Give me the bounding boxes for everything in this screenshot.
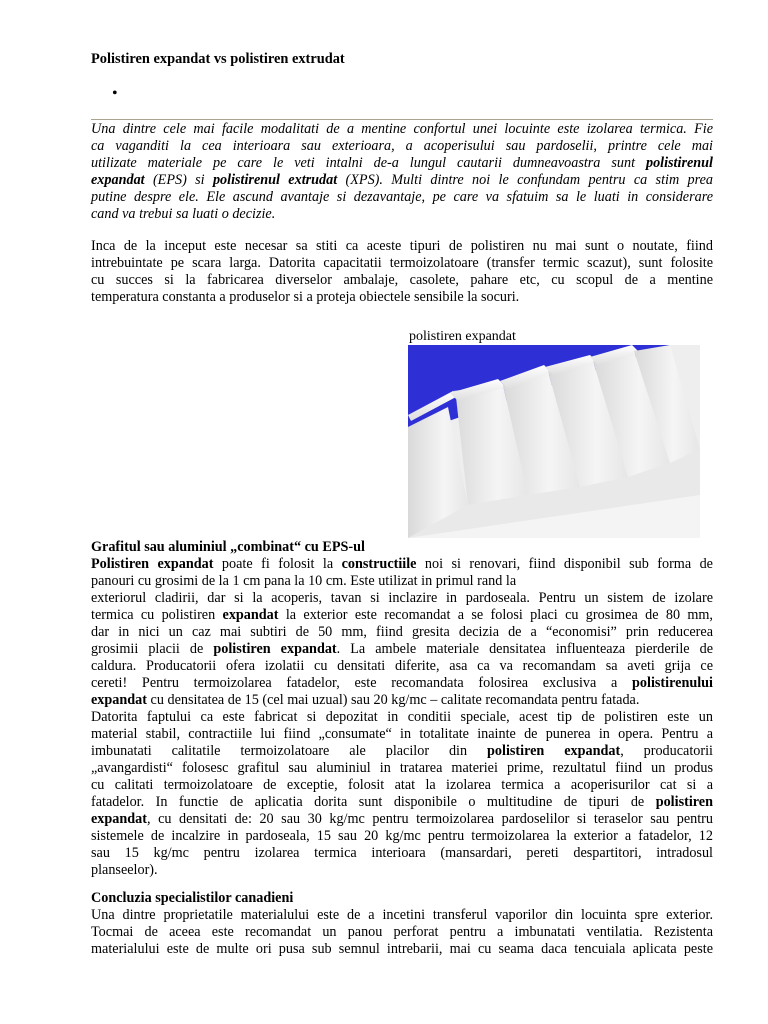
section-line: exteriorul cladirii, dar si la acoperis, tavan si inclazire in pardoseala. Pentru un sistem de izolare bbox=[91, 590, 713, 606]
section-line: sau 15 kg/mc pentru izolarea termica interioara (mansardari, pereti despartitori, intradosul bbox=[91, 845, 713, 861]
section-line: fatadelor. In functie de aplicatia dorita sunt disponibile o multitudine de tipuri de polistiren bbox=[91, 794, 713, 810]
paragraph-line: temperatura constanta a produselor si a proteja obiectele sensibile la socuri. bbox=[91, 289, 520, 305]
section-heading: Concluzia specialistilor canadieni bbox=[91, 890, 294, 906]
section-line: material stabil, contractiile lui fiind „consumate“ in totalitate inainte de punerea in opera. Pentru a bbox=[91, 726, 713, 742]
paragraph-line: Inca de la inceput este necesar sa stiti ca aceste tipuri de polistiren nu mai sunt o noutate, fiind bbox=[91, 238, 713, 254]
bullet-point: • bbox=[112, 85, 118, 102]
section-line: „avangardisti“ folosesc grafitul sau aluminiul in tratarea materiei prime, rezultatul fiind un produs bbox=[91, 760, 713, 776]
section-line: materialului este de multe ori pusa sub semnul intrebarii, mai cu seama daca tencuiala aplicata peste bbox=[91, 941, 713, 957]
intro-line: cand va trebui sa luati o decizie. bbox=[91, 206, 276, 222]
section-line: cereti! Pentru termoizolarea fatadelor, este recomandata folosirea exclusiva a polistirenului bbox=[91, 675, 713, 691]
horizontal-rule bbox=[91, 119, 713, 120]
paragraph-history bbox=[91, 238, 713, 306]
paragraph-line: intrebuintate pe scara larga. Datorita capacitatii termoizolatoare (transfer termic scazut), sunt folosite bbox=[91, 255, 713, 271]
section-conclusion bbox=[91, 890, 713, 958]
section-line: dar in nici un caz mai subtiri de 50 mm, fiind gresita decizia de a “economisi” prin reducerea bbox=[91, 624, 713, 640]
section-line: expandat, cu densitati de: 20 sau 30 kg/mc pentru termoizolarea pardoselilor si teraselor sau pentru bbox=[91, 811, 713, 827]
intro-line: Una dintre cele mai facile modalitati de a mentine confortul unei locuinte este izolarea termica. Fie bbox=[91, 121, 713, 137]
section-line: imbunatati calitatile termoizolatoare ale placilor din polistiren expandat, producatorii bbox=[91, 743, 713, 759]
figure-caption: polistiren expandat bbox=[409, 329, 516, 344]
section-line: panouri cu grosimi de la 1 cm pana la 10 cm. Este utilizat in primul rand la bbox=[91, 573, 517, 589]
intro-line: expandat (EPS) si polistirenul extrudat (XPS). Multi dintre noi le confundam pentru ca stim prea bbox=[91, 172, 714, 188]
polystyrene-photo bbox=[408, 345, 700, 538]
section-line: caldura. Producatorii ofera izolatii cu densitati diferite, asa ca va recomandam sa aveti grija ce bbox=[91, 658, 713, 674]
section-line: grosimii placii de polistiren expandat. La ambele materiale densitatea influenteaza pierderile de bbox=[91, 641, 714, 657]
section-line: sistemele de incalzire in pardoseala, 15 sau 20 kg/mc pentru termoizolarea la exterior a fatadelor, 12 bbox=[91, 828, 713, 844]
intro-paragraph bbox=[91, 121, 713, 223]
section-graphite bbox=[91, 539, 713, 879]
section-line: planseelor). bbox=[91, 862, 158, 878]
section-line: Una dintre proprietatile materialului este de a incetini transferul vaporilor din locuinta spre exterior. bbox=[91, 907, 713, 923]
section-line: Datorita faptului ca este fabricat si depozitat in conditii speciale, acest tip de polistiren este un bbox=[91, 709, 713, 725]
section-line: cu calitati termoizolatoare de exceptie, folosit atat la izolarea termica a acoperisurilor cat si a bbox=[91, 777, 713, 793]
section-line: Polistiren expandat poate fi folosit la constructiile noi si renovari, fiind disponibil sub forma de bbox=[91, 556, 713, 572]
section-line: Tocmai de aceea este recomandat un panou perforat pentru a imbunatati ventilatia. Rezistenta bbox=[91, 924, 713, 940]
paragraph-line: cu succes si la fabricarea diverselor ambalaje, casolete, pahare etc, cu scopul de a mentine bbox=[91, 272, 713, 288]
intro-line: putine despre ele. Ele ascund avantaje si dezavantaje, pe care va sfatuim sa le luati in considerare bbox=[91, 189, 713, 205]
section-line: termica cu polistiren expandat la exterior este recomandat a se folosi placi cu grosimea de 80 mm, bbox=[91, 607, 713, 623]
document-title: Polistiren expandat vs polistiren extrudat bbox=[91, 51, 345, 67]
section-heading: Grafitul sau aluminiul „combinat“ cu EPS-ul bbox=[91, 539, 365, 555]
section-line: expandat cu densitatea de 15 (cel mai uzual) sau 20 kg/mc – calitate recomandata pentru fatada. bbox=[91, 692, 640, 708]
intro-line: utilizate materiale pe care le veti intalni de-a lungul cautarii dumneavoastra sunt polistirenul bbox=[91, 155, 713, 171]
intro-line: ca vaganditi la cea interioara sau exterioara, a acoperisului sau pardoselii, printre cele mai bbox=[91, 138, 713, 154]
